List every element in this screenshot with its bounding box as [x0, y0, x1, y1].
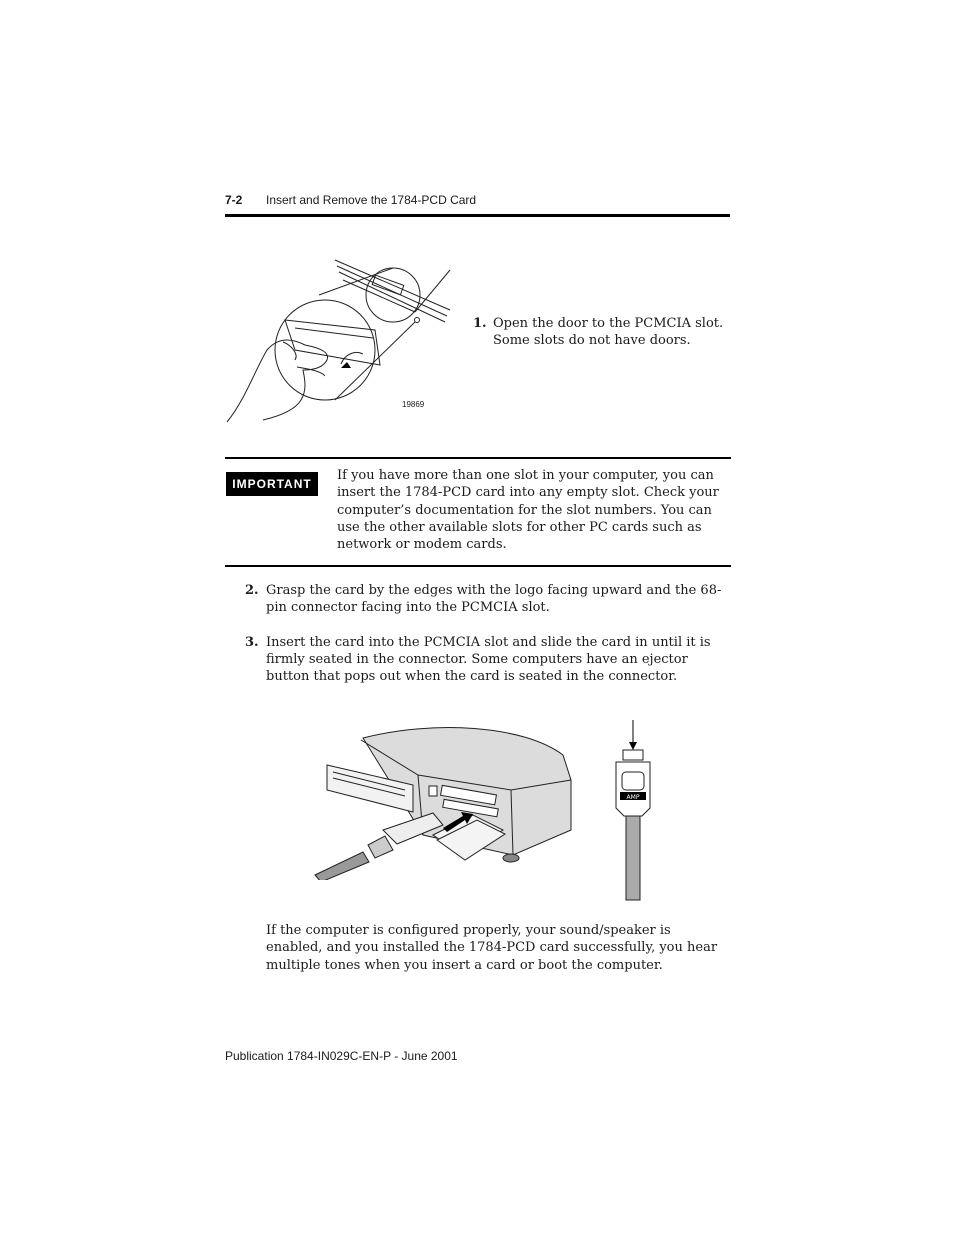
important-badge: IMPORTANT	[226, 472, 318, 496]
closing-paragraph: If the computer is configured properly, your sound/speaker is enabled, and you installed the 1784-PCD card successfully, you hear multiple tones when you insert a card or boot the computer.	[266, 923, 718, 973]
important-top-rule	[225, 457, 731, 459]
step-2-number: 2.	[245, 583, 259, 598]
card-insertion-illustration	[313, 720, 583, 880]
important-bottom-rule	[225, 565, 731, 567]
step-1-number: 1.	[473, 316, 487, 331]
step-3-text: Insert the card into the PCMCIA slot and slide the card in until it is firmly seated in the connector. Some computers have an ejector button that pops out when the card is seated in the connector.	[266, 635, 711, 684]
figure-id: 19869	[402, 400, 425, 409]
important-text: If you have more than one slot in your computer, you can insert the 1784-PCD card into any empty slot. Check your computer’s documentation for the slot numbers. You can use the other available slots for other PC cards such as network or modem cards.	[337, 468, 719, 553]
header-rule	[225, 214, 730, 217]
step-2-text: Grasp the card by the edges with the logo facing upward and the 68-pin connector facing into the PCMCIA slot.	[266, 583, 722, 615]
publication-footer: Publication 1784-IN029C-EN-P - June 2001	[225, 1049, 458, 1063]
amp-label: AMP	[626, 794, 640, 801]
connector-illustration	[608, 718, 658, 903]
page-header-title: Insert and Remove the 1784-PCD Card	[266, 193, 477, 207]
step-3-number: 3.	[245, 635, 259, 650]
page-number: 7-2	[225, 193, 243, 207]
step-1-text: Open the door to the PCMCIA slot. Some slots do not have doors.	[493, 316, 724, 348]
